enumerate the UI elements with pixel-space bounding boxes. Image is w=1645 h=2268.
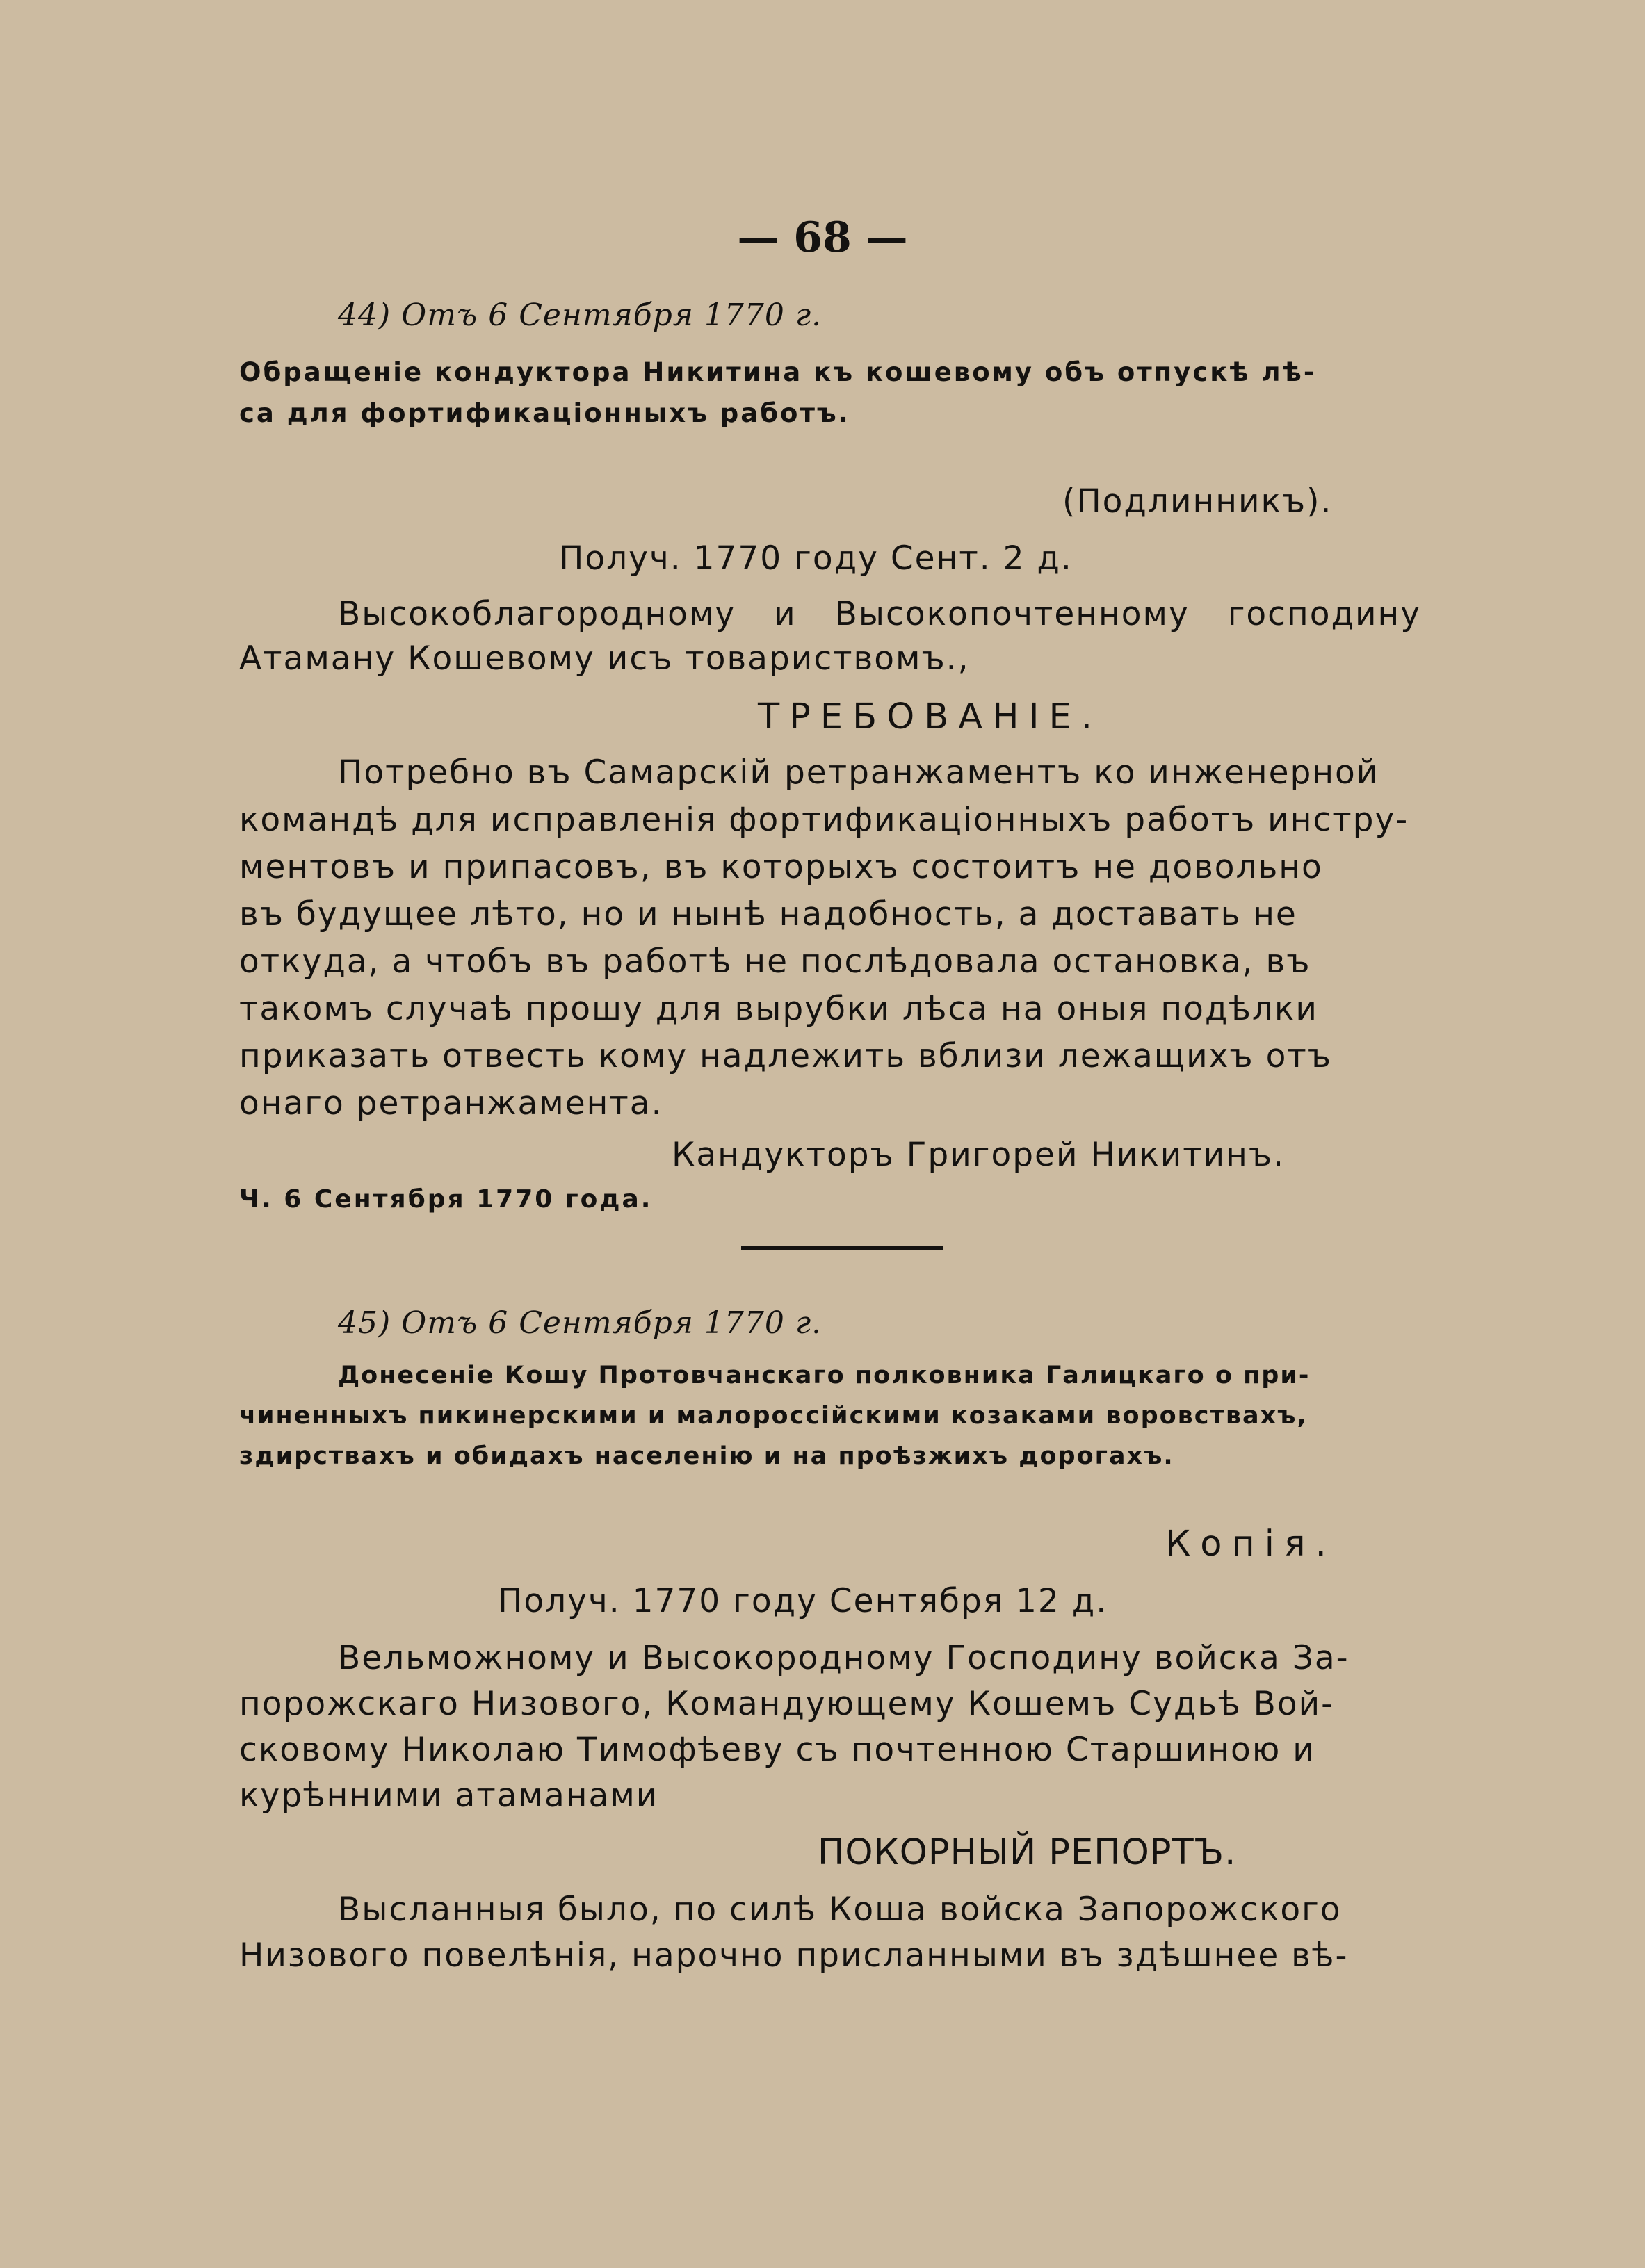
- doc44-address-line-1: Высокоблагородному и Высокопочтенному господину: [338, 595, 1422, 633]
- doc44-body-line-1: Потребно въ Самарскій ретранжаментъ ко инженерной: [338, 753, 1379, 792]
- doc44-date-line: Ч. 6 Сентября 1770 года.: [239, 1185, 653, 1214]
- doc45-source-note: Копія.: [1165, 1524, 1336, 1565]
- doc44-source-note: (Подлинникъ).: [1062, 482, 1333, 521]
- doc45-summary-line-1: Донесеніе Кошу Протовчанскаго полковника Галицкаго о при-: [338, 1362, 1311, 1389]
- doc45-body-line-1: Высланныя было, по силѣ Коша войска Запорожского: [338, 1891, 1342, 1929]
- doc44-body-line-2: командѣ для исправленія фортификаціонныхъ работъ инстру-: [239, 801, 1409, 839]
- doc45-received-line: Получ. 1770 году Сентября 12 д.: [498, 1582, 1108, 1620]
- doc45-address-line-2: порожскаго Низового, Командующему Кошемъ Судьѣ Вой-: [239, 1685, 1335, 1723]
- section-divider: [741, 1246, 943, 1250]
- doc45-body-line-2: Низового повелѣнія, нарочно присланными въ здѣшнее вѣ-: [239, 1936, 1349, 1975]
- doc44-body-line-5: откуда, а чтобъ въ работѣ не послѣдовала остановка, въ: [239, 943, 1311, 981]
- doc45-title: ПОКОРНЫЙ РЕПОРТЪ.: [818, 1832, 1237, 1873]
- page-number: — 68 —: [737, 213, 908, 262]
- doc44-signature: Кандукторъ Григорей Никитинъ.: [672, 1136, 1286, 1174]
- doc44-body-line-7: приказать отвесть кому надлежить вблизи лежащихъ отъ: [239, 1037, 1332, 1075]
- doc44-title: ТРЕБОВАНІЕ.: [758, 696, 1102, 737]
- doc45-address-line-1: Вельможному и Высокородному Господину войска За-: [338, 1639, 1350, 1677]
- doc44-received-line: Получ. 1770 году Сент. 2 д.: [559, 539, 1073, 578]
- doc45-summary-line-2: чиненныхъ пикинерскими и малороссійскими козаками воровствахъ,: [239, 1402, 1308, 1430]
- doc44-header: 44) Отъ 6 Сентября 1770 г.: [338, 297, 822, 333]
- doc44-summary-line-2: са для фортификаціонныхъ работъ.: [239, 398, 850, 428]
- doc44-body-line-6: такомъ случаѣ прошу для вырубки лѣса на оныя подѣлки: [239, 990, 1318, 1028]
- doc45-address-line-4: курѣнними атаманами: [239, 1777, 659, 1815]
- doc44-address-line-2: Атаману Кошевому исъ товариствомъ.,: [239, 639, 970, 678]
- doc44-summary-line-1: Обращеніе кондуктора Никитина къ кошевому объ отпускѣ лѣ-: [239, 357, 1317, 387]
- doc44-body-line-8: онаго ретранжамента.: [239, 1084, 663, 1123]
- doc45-summary-line-3: здирствахъ и обидахъ населенію и на проѣзжихъ дорогахъ.: [239, 1442, 1174, 1470]
- doc45-header: 45) Отъ 6 Сентября 1770 г.: [338, 1305, 822, 1341]
- doc44-body-line-3: ментовъ и припасовъ, въ которыхъ состоитъ не довольно: [239, 848, 1323, 886]
- doc45-address-line-3: сковому Николаю Тимофѣеву съ почтенною Старшиною и: [239, 1731, 1315, 1769]
- doc44-body-line-4: въ будущее лѣто, но и нынѣ надобность, а доставать не: [239, 895, 1297, 933]
